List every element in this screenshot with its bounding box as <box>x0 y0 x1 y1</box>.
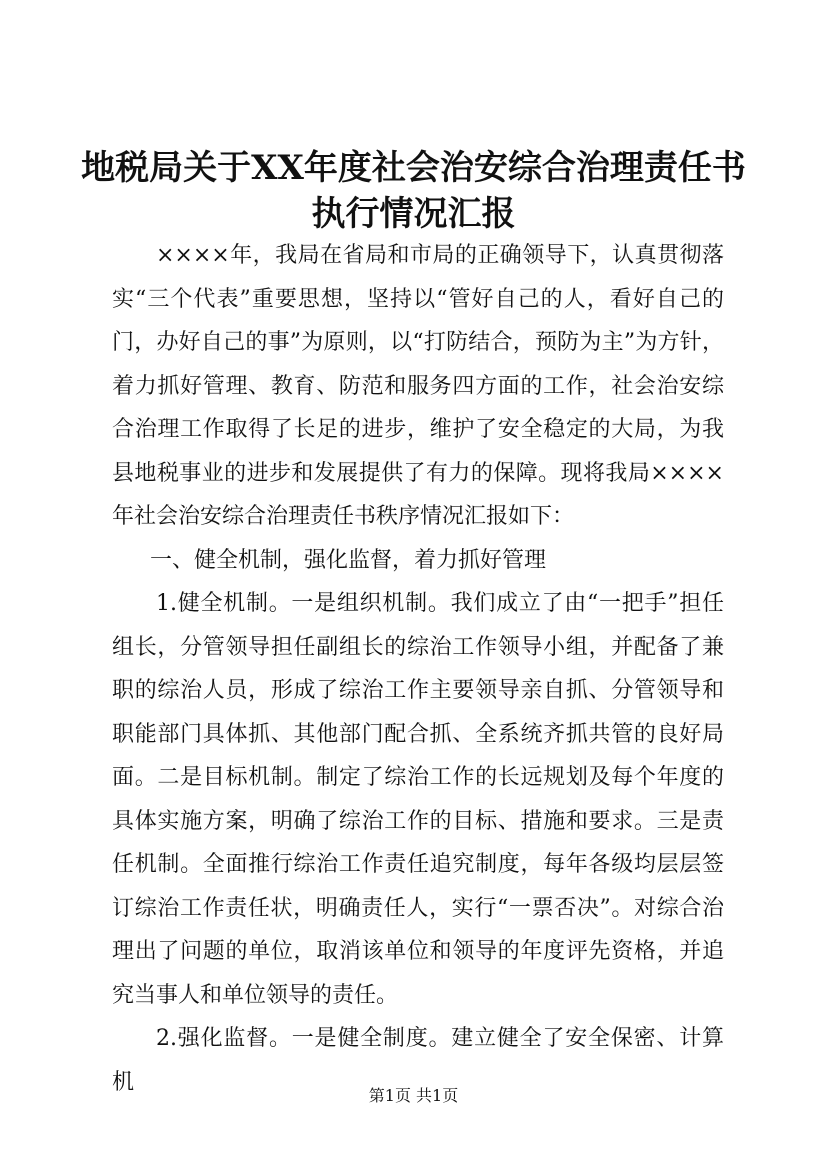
mechanism-paragraph: 1.健全机制。一是组织机制。我们成立了由“一把手”担任组长，分管领导担任副组长的综治工作领导小组，并配备了兼职的综治人员，形成了综治工作主要领导亲自抓、分管领导和职能部门具体抓、其他部门配合抓、全系统齐抓共管的良好局面。二是目标机制。制定了综治工作的长远规划及每个年度的具体实施方案，明确了综治工作的目标、措施和要求。三是责任机制。全面推行综治工作责任追究制度，每年各级均层层签订综治工作责任状，明确责任人，实行“一票否决”。对综合治理出了问题的单位，取消该单位和领导的年度评先资格，并追究当事人和单位领导的责任。 <box>112 591 724 1008</box>
supervision-paragraph: 2.强化监督。一是健全制度。建立健全了安全保密、计算机 <box>112 1026 724 1095</box>
section-heading: 一、健全机制，强化监督，着力抓好管理 <box>150 547 547 573</box>
page-footer: 第1页 共1页 <box>368 1086 459 1105</box>
document-title-line-2: 执行情况汇报 <box>311 194 516 234</box>
intro-paragraph: ××××年，我局在省局和市局的正确领导下，认真贯彻落实“三个代表”重要思想，坚持以“管好自己的人，看好自己的门，办好自己的事”为原则，以“打防结合，预防为主”为方针，着力抓好管理、教育、防范和服务四方面的工作，社会治安综合治理工作取得了长足的进步，维护了安全稳定的大局，为我县地税事业的进步和发展提供了有力的保障。现将我局××××年社会治安综合治理责任书秩序情况汇报如下： <box>112 243 724 529</box>
document-body <box>112 234 724 1104</box>
document-title-line-1: 地税局关于XX年度社会治安综合治理责任书 <box>81 148 746 188</box>
